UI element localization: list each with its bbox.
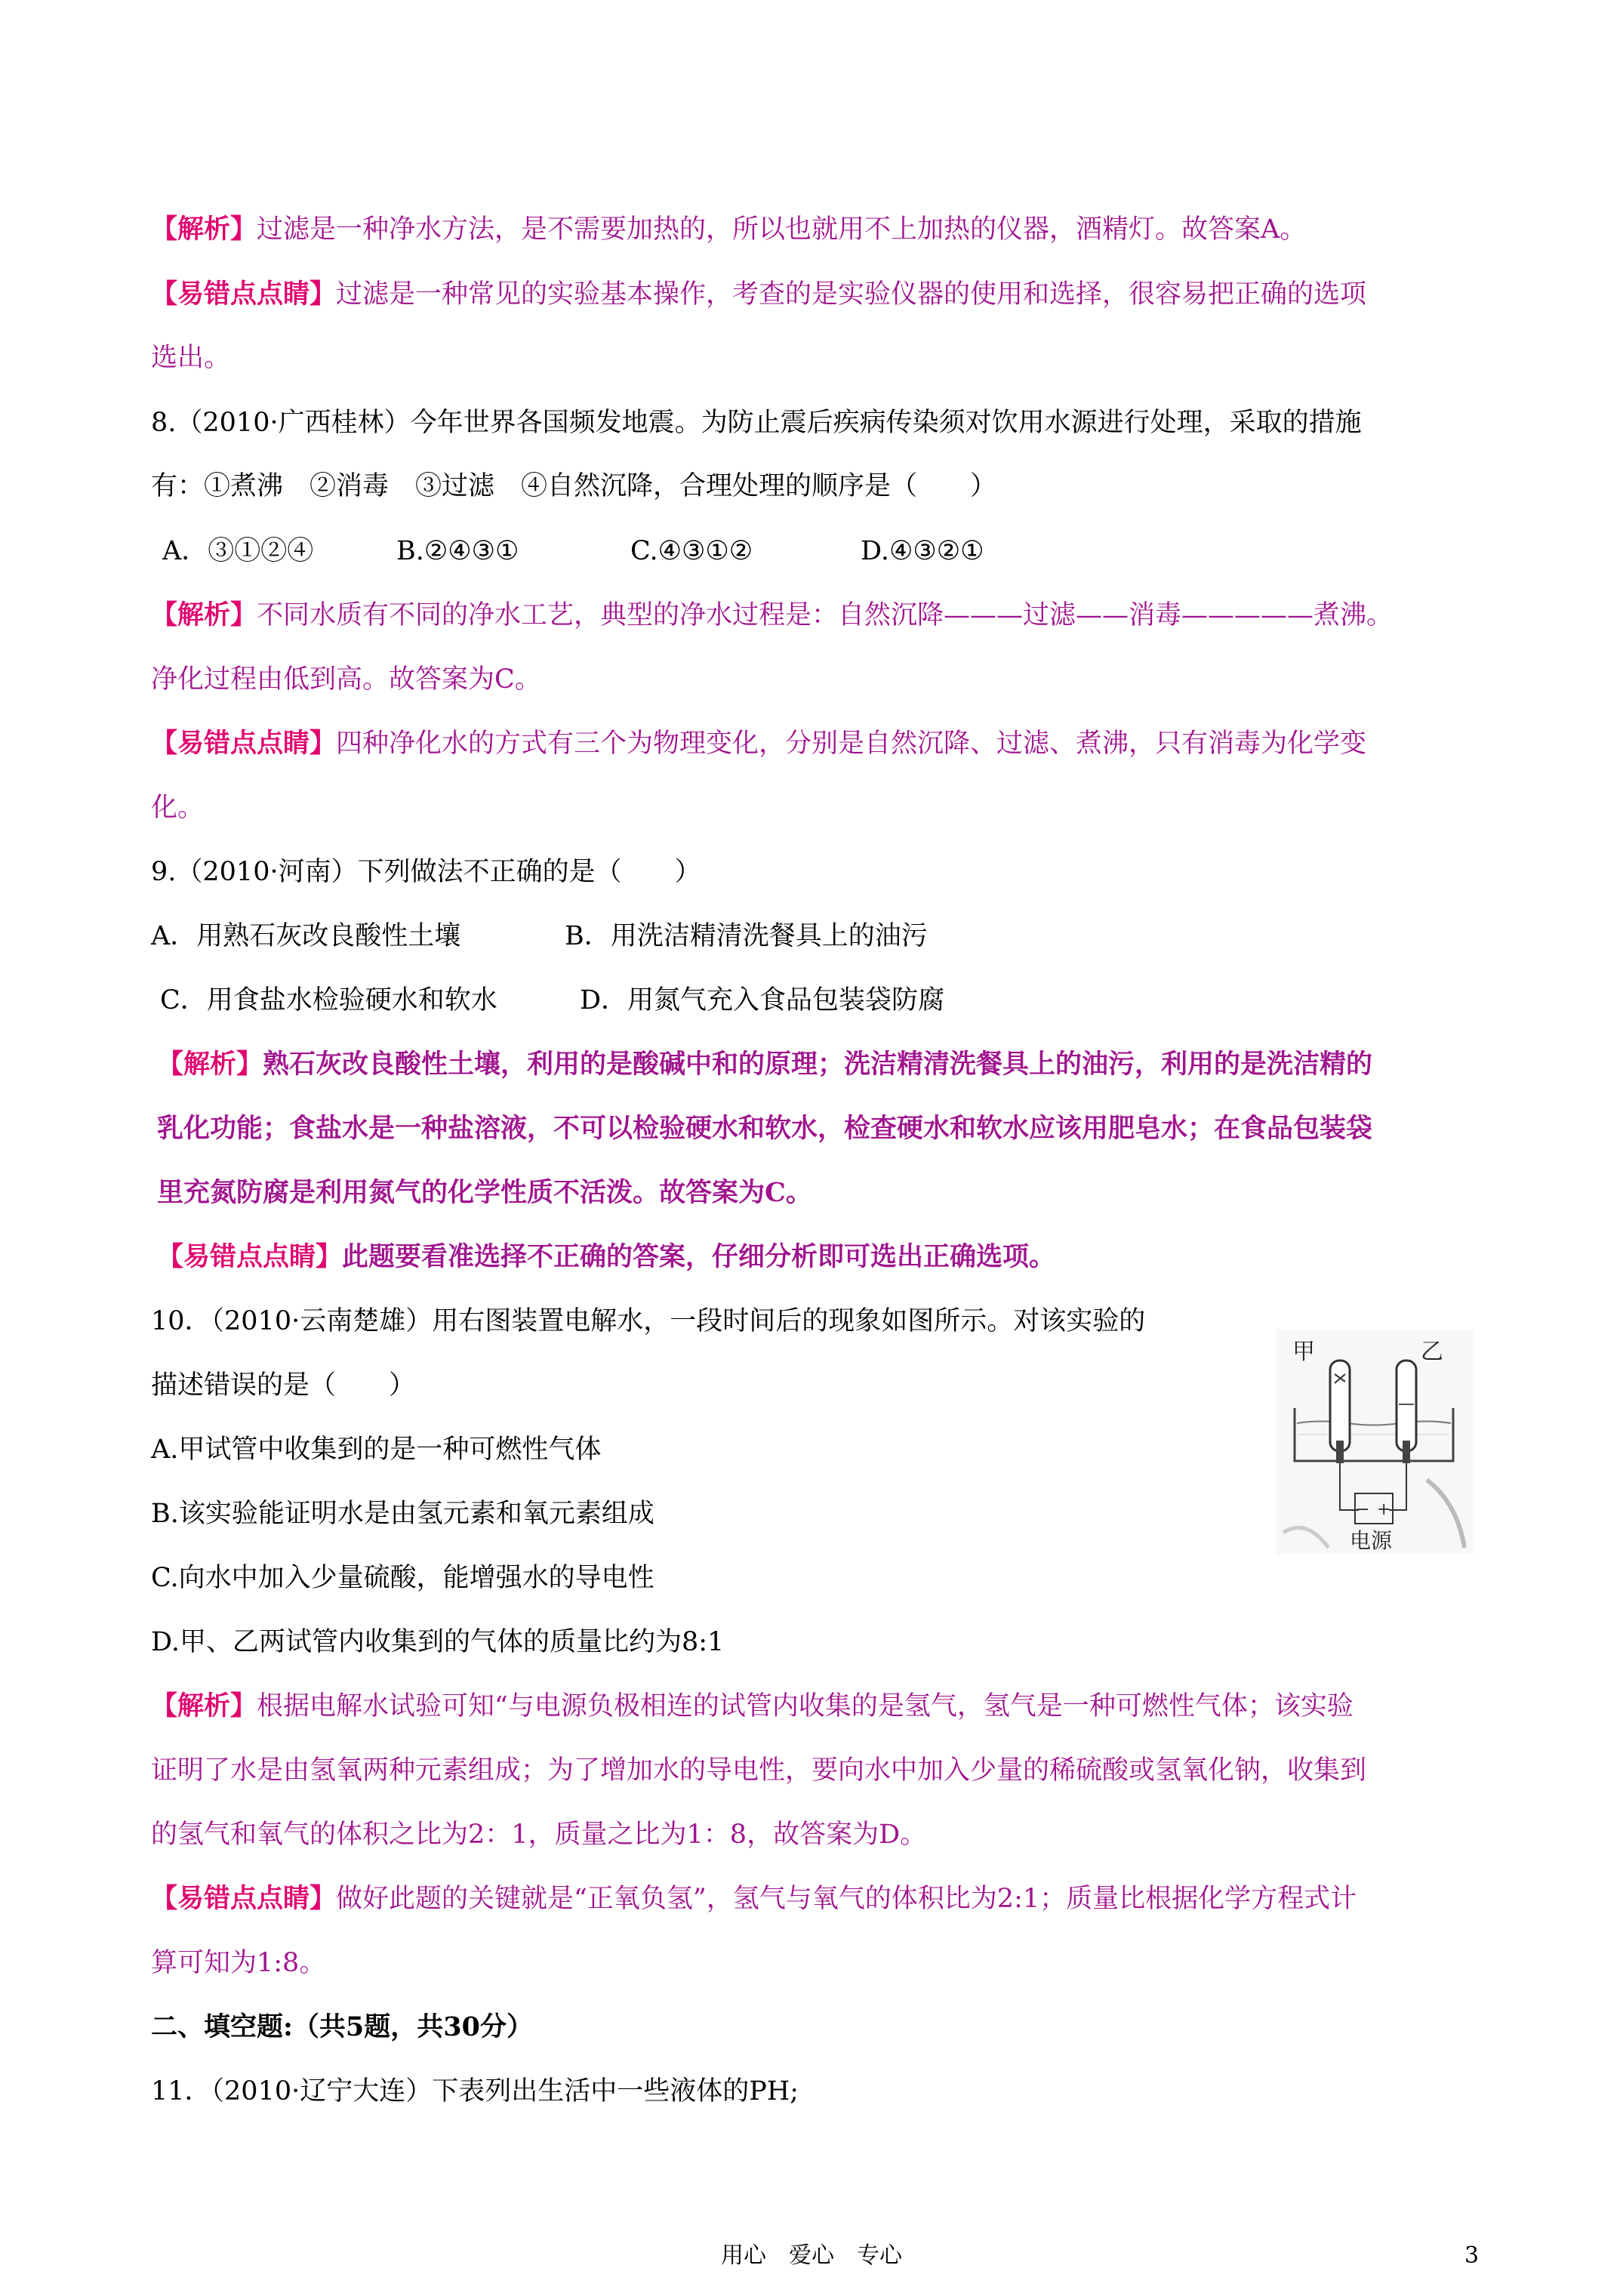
q8-error-point bbox=[151, 727, 1366, 760]
q10-analysis-cont: 证明了水是由氢氧两种元素组成；为了增加水的导电性，要向水中加入少量的稀硫酸或氢氧化钠，收集到 bbox=[151, 1755, 1367, 1786]
q8-stem-cont: 有：①煮沸 ②消毒 ③过滤 ④自然沉降，合理处理的顺序是（ ） bbox=[151, 471, 997, 501]
q9-option-c: C．用食盐水检验硬水和软水 bbox=[160, 985, 497, 1015]
q7-analysis bbox=[151, 213, 1306, 246]
q9-analysis-cont2: 里充氮防腐是利用氮气的化学性质不活泼。故答案为C。 bbox=[157, 1177, 812, 1208]
q11-stem: 11．（2010·辽宁大连）下表列出生活中一些液体的PH; bbox=[151, 2076, 799, 2106]
q10-error-point-cont: 算可知为1:8。 bbox=[151, 1948, 326, 1978]
analysis-tag: 【解析】 bbox=[151, 214, 257, 245]
q8-error-point-cont: 化。 bbox=[151, 793, 205, 823]
electrolysis-apparatus-figure bbox=[1276, 1329, 1474, 1554]
q7-error-point bbox=[151, 278, 1366, 311]
q8-option-a: A．③①②④ bbox=[162, 536, 314, 566]
footer-motto: 用心 爱心 专心 bbox=[721, 2242, 902, 2269]
q8-stem: 8.（2010·广西桂林）今年世界各国频发地震。为防止震后疾病传染须对饮用水源进行处理，采取的措施 bbox=[151, 408, 1362, 438]
error-text: 四种净化水的方式有三个为物理变化，分别是自然沉降、过滤、煮沸，只有消毒为化学变 bbox=[336, 729, 1367, 759]
q7-error-point-cont: 选出。 bbox=[151, 343, 231, 373]
q10-option-b: B.该实验能证明水是由氢元素和氧元素组成 bbox=[151, 1499, 654, 1529]
analysis-text: 根据电解水试验可知“与电源负极相连的试管内收集的是氢气，氢气是一种可燃性气体；该实验 bbox=[257, 1691, 1354, 1721]
error-tag: 【易错点点睛】 bbox=[151, 279, 337, 310]
section-heading: 二、填空题:（共5题，共30分） bbox=[151, 2011, 533, 2042]
error-text: 过滤是一种常见的实验基本操作，考查的是实验仪器的使用和选择，很容易把正确的选项 bbox=[336, 279, 1367, 310]
page-number: 3 bbox=[1464, 2242, 1480, 2269]
tube-label-right: 乙 bbox=[1421, 1339, 1443, 1365]
q9-analysis-cont: 乳化功能；食盐水是一种盐溶液，不可以检验硬水和软水，检查硬水和软水应该用肥皂水；在食品包装袋 bbox=[157, 1113, 1373, 1144]
q9-option-a: A．用熟石灰改良酸性土壤 bbox=[151, 921, 461, 951]
plus-sign: + bbox=[1377, 1500, 1391, 1519]
error-tag: 【易错点点睛】 bbox=[157, 1241, 343, 1272]
analysis-text: 过滤是一种净水方法，是不需要加热的，所以也就用不上加热的仪器，酒精灯。故答案A。 bbox=[257, 214, 1307, 245]
error-text: 做好此题的关键就是“正氧负氢”，氢气与氧气的体积比为2:1；质量比根据化学方程式计 bbox=[336, 1884, 1357, 1914]
q9-option-b: B．用洗洁精清洗餐具上的油污 bbox=[565, 921, 928, 951]
q8-option-b: B.②④③① bbox=[396, 536, 519, 566]
analysis-tag: 【解析】 bbox=[157, 1049, 263, 1080]
q10-analysis-cont2: 的氢气和氧气的体积之比为2：1，质量之比为1：8，故答案为D。 bbox=[151, 1820, 927, 1850]
tube-label-left: 甲 bbox=[1292, 1339, 1315, 1365]
minus-sign: − bbox=[1356, 1500, 1370, 1519]
analysis-tag: 【解析】 bbox=[151, 599, 257, 630]
q10-stem-cont: 描述错误的是（ ） bbox=[151, 1370, 416, 1401]
q10-error-point bbox=[151, 1882, 1357, 1915]
electrolysis-diagram-icon bbox=[1276, 1329, 1474, 1554]
q10-option-c: C.向水中加入少量硫酸，能增强水的导电性 bbox=[151, 1563, 654, 1593]
analysis-text: 熟石灰改良酸性土壤，利用的是酸碱中和的原理；洗洁精清洗餐具上的油污，利用的是洗洁精的 bbox=[263, 1049, 1373, 1080]
error-tag: 【易错点点睛】 bbox=[151, 1883, 337, 1914]
q10-option-d: D.甲、乙两试管内收集到的气体的质量比约为8:1 bbox=[151, 1627, 725, 1657]
q8-analysis-cont: 净化过程由低到高。故答案为C。 bbox=[151, 664, 541, 695]
error-text: 此题要看准选择不正确的答案，仔细分析即可选出正确选项。 bbox=[342, 1241, 1056, 1272]
q10-option-a: A.甲试管中收集到的是一种可燃性气体 bbox=[151, 1435, 602, 1465]
analysis-tag: 【解析】 bbox=[151, 1690, 257, 1721]
q10-analysis bbox=[151, 1690, 1354, 1723]
q9-stem: 9.（2010·河南）下列做法不正确的是（ ） bbox=[151, 857, 701, 887]
error-tag: 【易错点点睛】 bbox=[151, 728, 337, 759]
power-source-label: 电源 bbox=[1350, 1528, 1393, 1553]
q10-stem: 10．（2010·云南楚雄）用右图装置电解水，一段时间后的现象如图所示。对该实验的 bbox=[151, 1306, 1146, 1336]
q8-analysis bbox=[151, 599, 1393, 632]
q9-analysis bbox=[157, 1048, 1372, 1081]
q9-error-point bbox=[157, 1240, 1055, 1274]
q9-option-d: D．用氮气充入食品包装袋防腐 bbox=[580, 985, 945, 1015]
q8-option-c: C.④③①② bbox=[630, 536, 753, 566]
analysis-text: 不同水质有不同的净水工艺，典型的净水过程是：自然沉降———过滤——消毒—————煮沸。 bbox=[257, 600, 1394, 630]
q8-option-d: D.④③②① bbox=[861, 536, 984, 566]
